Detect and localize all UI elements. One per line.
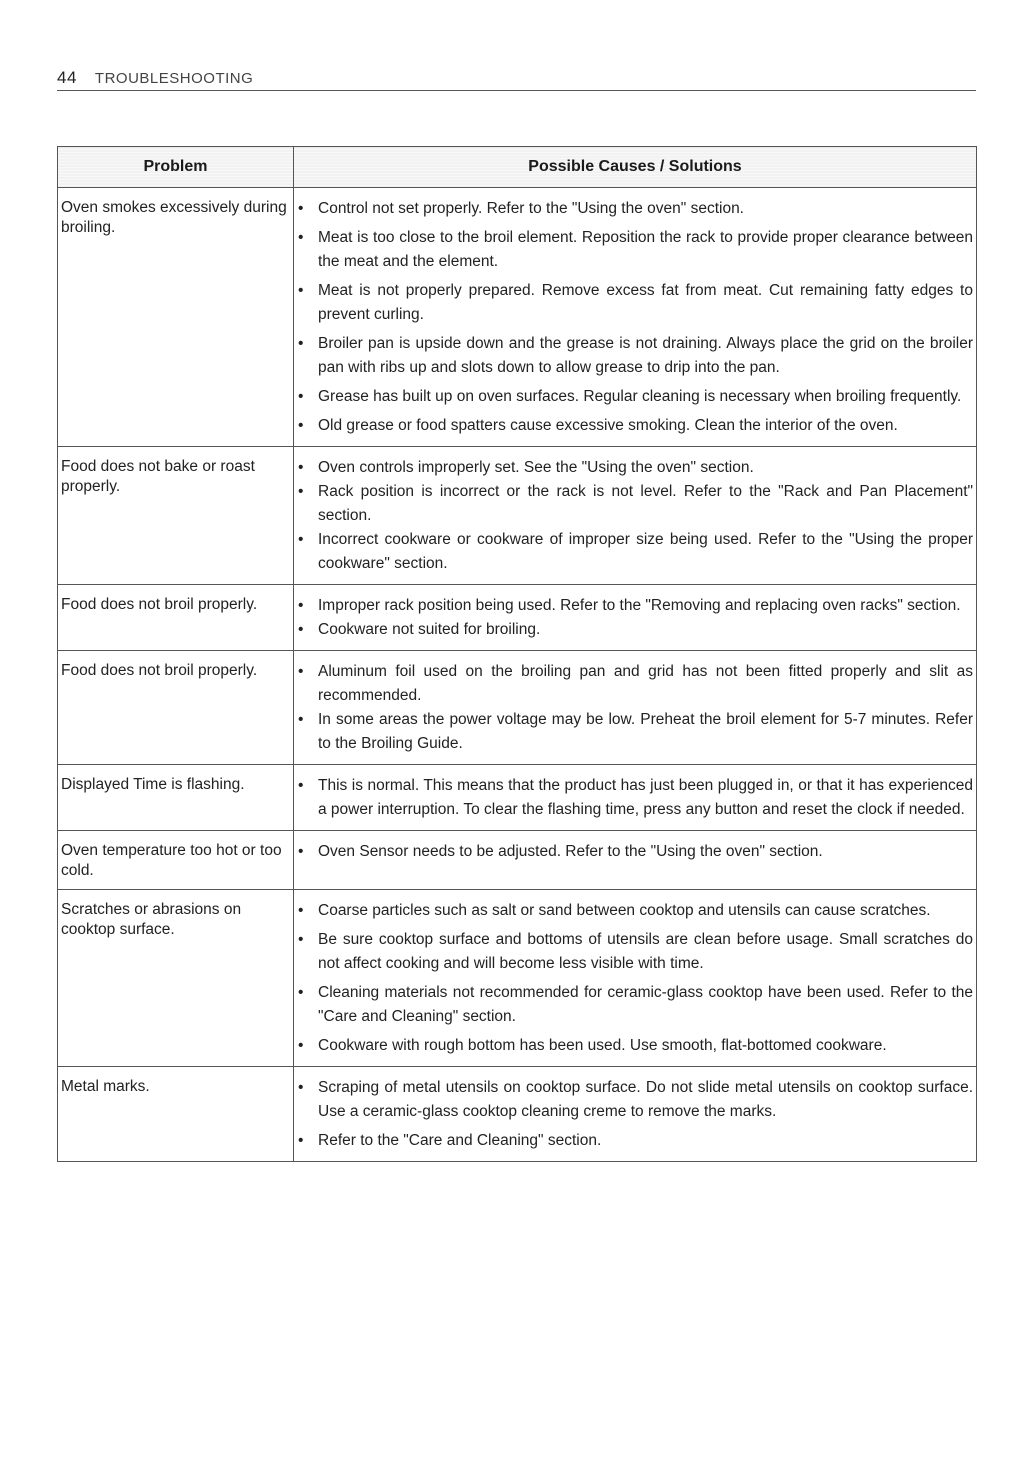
table-row [58,447,977,585]
solution-item: • Cleaning materials not recommended for ceramic-glass cooktop have been used. Refer to the "Care and Cleaning" section. [298,981,973,1029]
problem-cell: Displayed Time is flashing. [58,765,294,831]
table-row [58,188,977,447]
solutions-cell [294,447,977,585]
problem-cell: Scratches or abrasions on cooktop surface. [58,890,294,1067]
solutions-list [298,840,973,864]
problem-column-header: Problem [58,147,294,188]
solution-item: • Oven controls improperly set. See the "Using the oven" section. [298,456,973,480]
problem-cell: Oven temperature too hot or too cold. [58,831,294,890]
table-row [58,765,977,831]
solutions-list [298,594,973,642]
solution-item: • Cookware not suited for broiling. [298,618,973,642]
solutions-list [298,197,973,438]
solutions-column-header: Possible Causes / Solutions [294,147,977,188]
problem-cell: Food does not broil properly. [58,651,294,765]
solutions-cell [294,831,977,890]
solutions-list [298,1076,973,1153]
table-row [58,831,977,890]
solutions-cell [294,585,977,651]
section-title: TROUBLESHOOTING [94,70,254,87]
problem-cell: Food does not bake or roast properly. [58,447,294,585]
solution-item: • Control not set properly. Refer to the "Using the oven" section. [298,197,973,221]
solution-item: • Incorrect cookware or cookware of improper size being used. Refer to the "Using the proper cookware" section. [298,528,973,576]
solutions-list [298,774,973,822]
page-header [57,68,976,91]
solutions-cell [294,651,977,765]
table-row [58,651,977,765]
solution-item: • In some areas the power voltage may be low. Preheat the broil element for 5-7 minutes. Refer to the Broiling Guide. [298,708,973,756]
solutions-cell [294,1067,977,1162]
solution-item: • Broiler pan is upside down and the grease is not draining. Always place the grid on the broiler pan with ribs up and slots down to allow grease to drip into the pan. [298,332,973,380]
solutions-list [298,456,973,576]
table-row [58,585,977,651]
solution-item: • This is normal. This means that the product has just been plugged in, or that it has experienced a power interruption. To clear the flashing time, press any button and reset the clock if needed. [298,774,973,822]
solution-item: • Be sure cooktop surface and bottoms of utensils are clean before usage. Small scratches do not affect cooking and will become less visible with time. [298,928,973,976]
solutions-cell [294,890,977,1067]
table-row [58,1067,977,1162]
problem-cell: Oven smokes excessively during broiling. [58,188,294,447]
solution-item: • Old grease or food spatters cause excessive smoking. Clean the interior of the oven. [298,414,973,438]
solution-item: • Cookware with rough bottom has been used. Use smooth, flat-bottomed cookware. [298,1034,973,1058]
page-number: 44 [57,68,77,87]
solutions-cell [294,765,977,831]
problem-cell: Food does not broil properly. [58,585,294,651]
solution-item: • Oven Sensor needs to be adjusted. Refer to the "Using the oven" section. [298,840,973,864]
solution-item: • Rack position is incorrect or the rack is not level. Refer to the "Rack and Pan Placement" section. [298,480,973,528]
solution-item: • Grease has built up on oven surfaces. Regular cleaning is necessary when broiling frequently. [298,385,973,409]
solutions-list [298,660,973,756]
solutions-cell [294,188,977,447]
solution-item: • Coarse particles such as salt or sand between cooktop and utensils can cause scratches. [298,899,973,923]
solution-item: • Meat is not properly prepared. Remove excess fat from meat. Cut remaining fatty edges to prevent curling. [298,279,973,327]
solution-item: • Refer to the "Care and Cleaning" section. [298,1129,973,1153]
problem-cell: Metal marks. [58,1067,294,1162]
solutions-list [298,899,973,1058]
solution-item: • Aluminum foil used on the broiling pan and grid has not been fitted properly and slit as recommended. [298,660,973,708]
solution-item: • Improper rack position being used. Refer to the "Removing and replacing oven racks" section. [298,594,973,618]
solution-item: • Scraping of metal utensils on cooktop surface. Do not slide metal utensils on cooktop surface. Use a ceramic-glass cooktop cleaning creme to remove the marks. [298,1076,973,1124]
table-row [58,890,977,1067]
troubleshooting-table [57,146,977,1162]
table-body [58,188,977,1162]
solution-item: • Meat is too close to the broil element. Reposition the rack to provide proper clearance between the meat and the element. [298,226,973,274]
table-header-row [58,147,977,188]
